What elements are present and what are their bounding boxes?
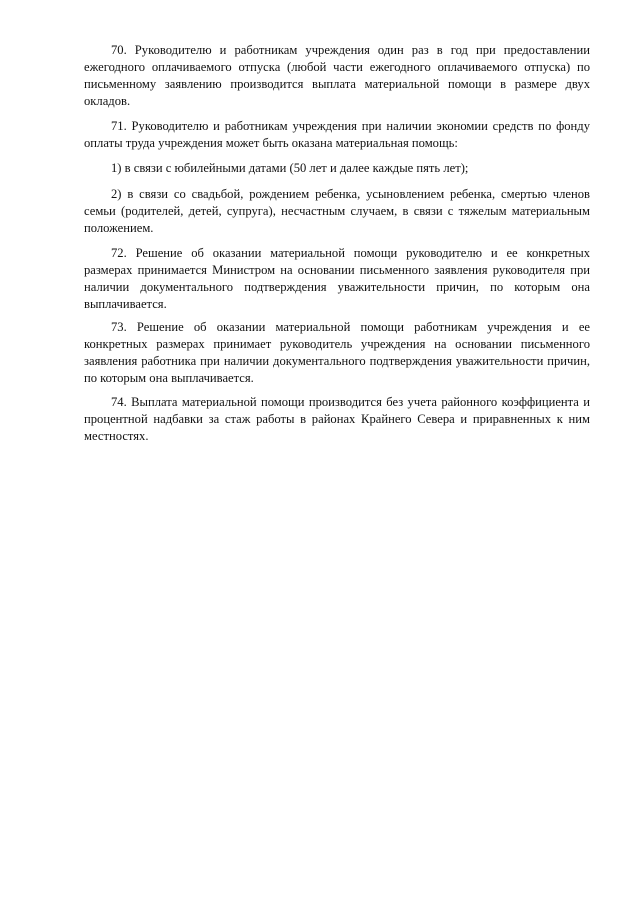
paragraph-71-item-1: 1) в связи с юбилейными датами (50 лет и далее каждые пять лет);	[111, 161, 469, 175]
paragraph-71: 71. Руководителю и работникам учреждения при наличии экономии средств по фонду оплаты труда учреждения может быть оказана материальная помощь:	[84, 119, 590, 150]
paragraph-71-item-2: 2) в связи со свадьбой, рождением ребенка, усыновлением ребенка, смертью членов семьи (родителей, детей, супруга), несчастным случаем, в связи с тяжелым материальным положением.	[84, 187, 590, 235]
paragraph-72: 72. Решение об оказании материальной помощи руководителю и ее конкретных размерах принимается Министром на основании письменного заявления руководителя при наличии документального подтверждения уважительности причин, по которым она выплачивается.	[84, 246, 590, 311]
paragraph-74: 74. Выплата материальной помощи производится без учета районного коэффициента и процентной надбавки за стаж работы в районах Крайнего Севера и приравненных к ним местностях.	[84, 395, 590, 443]
paragraph-70: 70. Руководителю и работникам учреждения один раз в год при предоставлении ежегодного оплачиваемого отпуска (любой части ежегодного оплачиваемого отпуска) по письменному заявлению производится выплата материальной помощи в размере двух окладов.	[84, 43, 590, 108]
paragraph-73: 73. Решение об оказании материальной помощи работникам учреждения и ее конкретных размерах принимает руководитель учреждения на основании письменного заявления работника при наличии документального подтверждения уважительности причин, по которым она выплачивается.	[84, 320, 590, 385]
